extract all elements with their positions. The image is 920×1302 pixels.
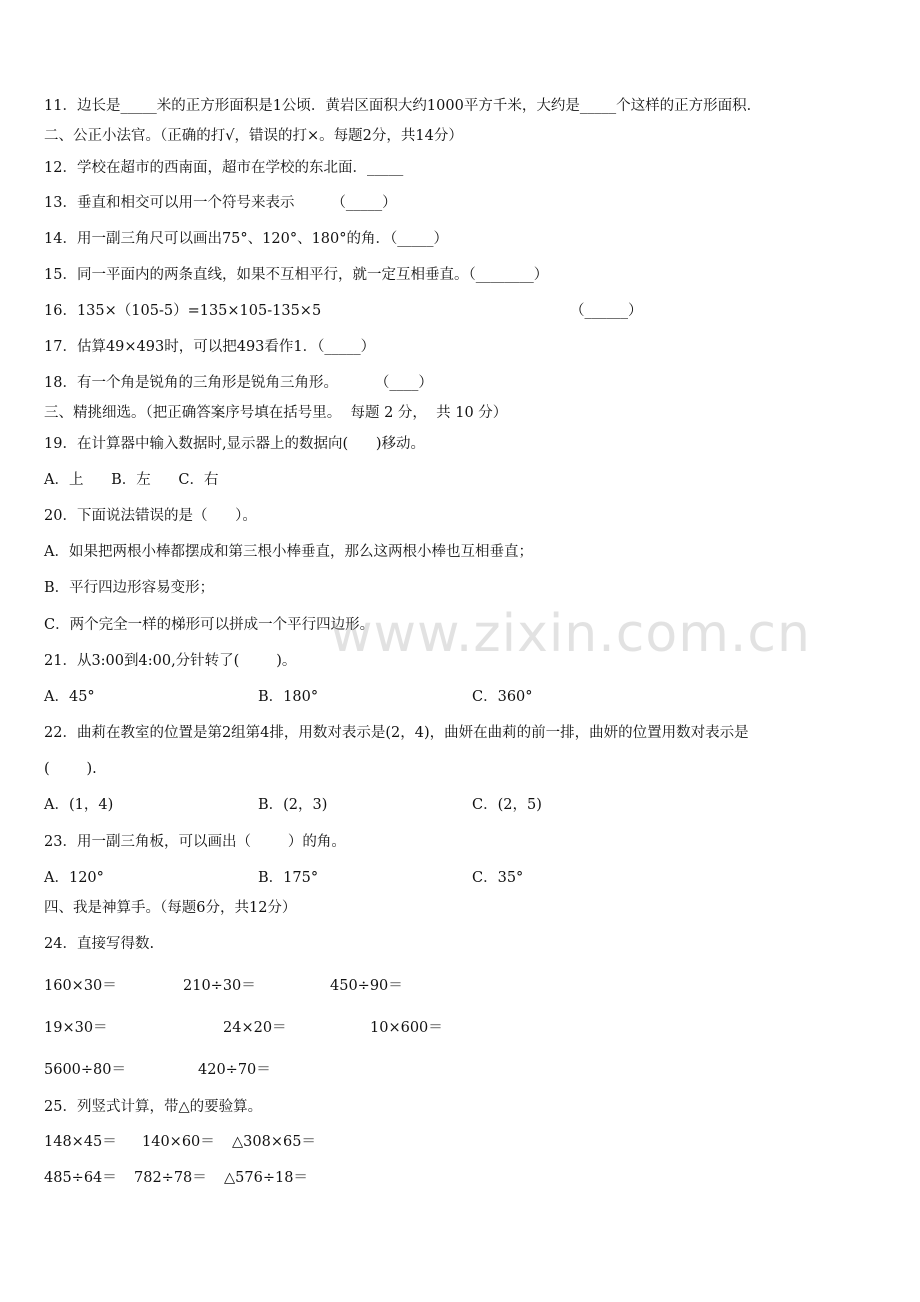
calc-item: 10×600＝: [370, 1020, 443, 1036]
question-23-option-a: A．120°: [44, 870, 104, 886]
question-16-blank: （______）: [570, 303, 643, 319]
calc-item: 450÷90＝: [330, 978, 403, 994]
section-2-heading: 二、公正小法官。（正确的打√，错误的打×。每题2分，共14分）: [44, 128, 463, 144]
calc-item: 5600÷80＝: [44, 1062, 127, 1078]
question-20-option-a: A．如果把两根小棒都摆成和第三根小棒垂直，那么这两根小棒也互相垂直；: [44, 544, 533, 560]
question-25: 25．列竖式计算，带△的要验算。: [44, 1099, 263, 1115]
question-19-options: A．上 B．左 C．右: [44, 472, 219, 488]
question-22-option-a: A．(1，4): [44, 797, 114, 813]
question-20-option-c: C．两个完全一样的梯形可以拼成一个平行四边形。: [44, 617, 375, 633]
question-20: 20．下面说法错误的是（ ）。: [44, 508, 257, 524]
question-24: 24．直接写得数.: [44, 936, 155, 952]
calc-item: 420÷70＝: [198, 1062, 271, 1078]
question-17: 17．估算49×493时，可以把493看作1．（_____）: [44, 339, 376, 355]
site-watermark: www.zixin.com.cn: [330, 604, 811, 664]
calc-item: 24×20＝: [223, 1020, 287, 1036]
question-19: 19．在计算器中输入数据时,显示器上的数据向( )移动。: [44, 436, 426, 452]
calc-item: △308×65＝: [232, 1134, 316, 1150]
calc-item: 140×60＝: [142, 1134, 215, 1150]
question-23: 23．用一副三角板，可以画出（ ）的角。: [44, 834, 346, 850]
question-23-option-c: C．35°: [472, 870, 524, 886]
question-22-option-c: C．(2，5): [472, 797, 542, 813]
question-12: 12．学校在超市的西南面，超市在学校的东北面．_____: [44, 160, 404, 176]
section-3-heading: 三、精挑细选。（把正确答案序号填在括号里。 每题 2 分， 共 10 分）: [44, 405, 508, 421]
question-21-option-a: A．45°: [44, 689, 95, 705]
question-15: 15．同一平面内的两条直线，如果不互相平行，就一定互相垂直。（________）: [44, 267, 549, 283]
calc-item: 210÷30＝: [183, 978, 256, 994]
question-22: 22．曲莉在教室的位置是第2组第4排，用数对表示是(2，4)，曲妍在曲莉的前一排，曲妍的位置用数对表示是: [44, 725, 749, 741]
calc-item: 485÷64＝: [44, 1170, 117, 1186]
question-11: 11．边长是_____米的正方形面积是1公顷．黄岩区面积大约1000平方千米，大约是_____个这样的正方形面积．: [44, 98, 762, 114]
question-22-continued: ( ).: [44, 761, 97, 777]
question-21-option-b: B．180°: [258, 689, 319, 705]
section-4-heading: 四、我是神算手。（每题6分，共12分）: [44, 900, 297, 916]
calc-item: △576÷18＝: [224, 1170, 308, 1186]
calc-item: 19×30＝: [44, 1020, 108, 1036]
calc-item: 782÷78＝: [134, 1170, 207, 1186]
question-20-option-b: B．平行四边形容易变形；: [44, 580, 215, 596]
question-16: 16．135×（105-5）=135×105-135×5: [44, 303, 322, 319]
question-13: 13．垂直和相交可以用一个符号来表示 （_____）: [44, 195, 397, 211]
question-14: 14．用一副三角尺可以画出75°、120°、180°的角．（_____）: [44, 231, 449, 247]
calc-item: 160×30＝: [44, 978, 117, 994]
question-22-option-b: B．(2，3): [258, 797, 328, 813]
question-21: 21．从3:00到4:00,分针转了( )。: [44, 653, 297, 669]
question-21-option-c: C．360°: [472, 689, 533, 705]
question-18: 18．有一个角是锐角的三角形是锐角三角形。 （____）: [44, 375, 433, 391]
calc-item: 148×45＝: [44, 1134, 117, 1150]
question-23-option-b: B．175°: [258, 870, 319, 886]
